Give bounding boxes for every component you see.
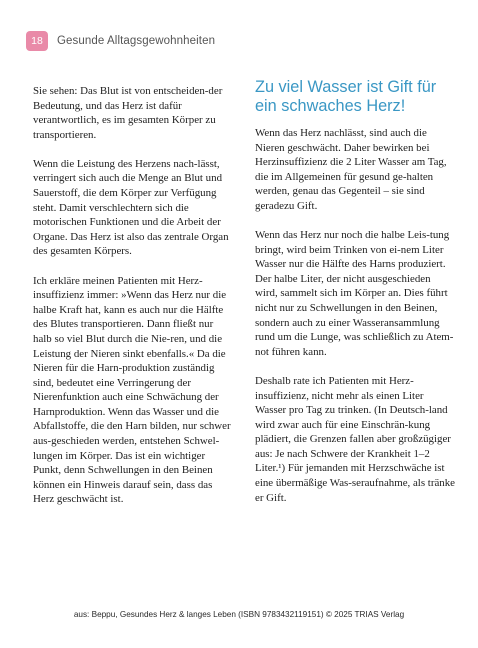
- page-number-badge: [26, 31, 48, 51]
- left-column: [33, 84, 233, 522]
- body-paragraph: Sie sehen: Das Blut ist von entscheiden-der Bedeutung, und das Herz ist dafür verantwortlich, es im gesamten Körper zu transportieren.: [33, 85, 223, 141]
- running-title: Gesunde Alltagsgewohnheiten: [57, 35, 216, 47]
- footer-citation: aus: Beppu, Gesundes Herz & langes Leben (ISBN 9783432119151) © 2025 TRIAS Verlag: [73, 610, 405, 619]
- body-paragraph: Wenn das Herz nachlässt, sind auch die Nieren geschwächt. Daher bewirken bei Herzinsuffizienz die 2 Liter Wasser am Tag, die im Allgemeinen für gesund ge-halten werden, genau das Gegenteil – sie sind geradezu Gift.: [255, 127, 447, 212]
- body-paragraph: Wenn das Herz nur noch die halbe Leis-tung bringt, wird beim Trinken von ei-nem Liter Wasser nur die Hälfte des Harns produziert. Der halbe Liter, der nicht ausgeschieden wird, sammelt sich im Körper an. Dies führt nicht nur zu Schwellungen in den Beinen, sondern auch zu einer Wasseransammlung rund um die Lunge, was schließlich zu Atem-not führen kann.: [255, 229, 454, 358]
- body-paragraph: Deshalb rate ich Patienten mit Herz-insuffizienz, nicht mehr als einen Liter Wasser pro Tag zu trinken. (In Deutsch-land wird zwar auch für eine Einschrän-kung plädiert, die Grenzen fallen aber großzügiger aus: Je nach Schwere der Krankheit 1–2 Liter.¹) Für jemanden mit Herzschwäche ist eine übermäßige Was-seraufnahme, als tränke er Gift.: [255, 374, 456, 504]
- page-number: 18: [31, 35, 43, 47]
- section-heading: Zu viel Wasser ist Gift für ein schwaches Herz!: [255, 78, 437, 115]
- right-column: [255, 78, 456, 520]
- body-paragraph: Wenn die Leistung des Herzens nach-lässt, verringert sich auch die Menge an Blut und Sauerstoff, die dem Körper zur Verfügung steht. Damit verschlechtern sich die motorischen Funktionen und die Arbeit der Organe. Das Herz ist also das zentrale Organ des gesamten Körpers.: [33, 157, 229, 258]
- body-paragraph: Ich erkläre meinen Patienten mit Herz-insuffizienz immer: »Wenn das Herz nur die halbe Kraft hat, kann es auch nur die Hälfte des Blutes transportieren. Dann fließt nur halb so viel Blut durch die Nie-ren, und die Leistung der Nieren sinkt ebenfalls.« Da die Nieren für die Harn-produktion zuständig sind, bedeutet eine Verringerung der Nierenfunktion auch eine Schwächung der Harnproduktion. Wenn das Wasser und die Abfallstoffe, die den Harn bilden, nur schwer aus-geschieden werden, entstehen Schwel-lungen im Körper. Das ist ein wichtiger Punkt, denn Schwellungen in den Beinen können ein Hinweis darauf sein, dass das Herz geschwächt ist.: [33, 274, 231, 506]
